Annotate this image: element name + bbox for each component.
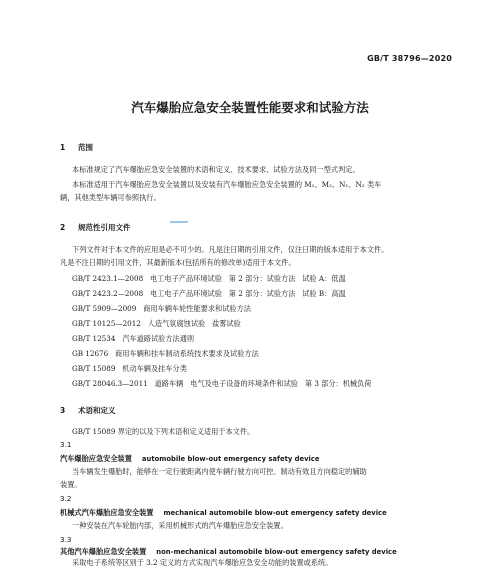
term-heading [60,508,450,518]
term-zh: 其他汽车爆胎应急安全装置 [60,547,147,556]
section-title: 范围 [78,143,93,152]
term-number: 3.3 [60,535,72,544]
terms-intro: GB/T 15089 界定的以及下列术语和定义适用于本文件。 [72,427,255,436]
standard-number: GB/T 38796—2020 [367,54,452,63]
reference-item: GB/T 28046.3—2011 道路车辆 电气及电子设备的环境条件和试验 第 3 部分：机械负荷 [72,379,372,388]
term-en: mechanical automobile blow-out emergency safety device [163,509,387,517]
section-number: 3 [60,406,66,415]
term-zh: 机械式汽车爆胎应急安全装置 [60,508,154,517]
reference-item: GB/T 12534 汽车道路试验方法通则 [72,334,195,343]
term-definition: 采取电子系统等区别于 3.2 定义的方式实现汽车爆胎应急安全功能的装置或系统。 [72,558,333,567]
section-title: 术语和定义 [78,406,116,415]
section-heading-scope [60,142,93,153]
reference-item: GB 12676 商用车辆和挂车制动系统技术要求及试验方法 [72,349,259,358]
scope-paragraph-2: 本标准适用于汽车爆胎应急安全装置以及安装有汽车爆胎应急安全装置的 M₁、M₂、N₁、N₂ 类车 [72,180,382,189]
term-definition: 当车辆发生爆胎时，能够在一定行驶距离内使车辆行驶方向可控、制动有效且方向稳定的辅助 [72,467,367,476]
term-definition-cont: 装置。 [60,480,82,489]
term-heading [60,454,450,464]
scope-paragraph-1: 本标准规定了汽车爆胎应急安全装置的术语和定义、技术要求、试验方法及同一型式判定。 [72,165,360,174]
section-number: 1 [60,143,66,152]
term-en: non-mechanical automobile blow-out emergency safety device [156,548,397,556]
reference-item: GB/T 2423.2—2008 电工电子产品环境试验 第 2 部分：试验方法 试验 B：高温 [72,289,346,298]
term-definition: 一种安装在汽车轮胎内部，采用机械形式的汽车爆胎应急安全装置。 [72,521,288,530]
section-number: 2 [60,223,66,232]
term-heading [60,547,450,557]
section-heading-normative [60,222,131,233]
normative-intro: 下列文件对于本文件的应用是必不可少的。凡是注日期的引用文件，仅注日期的版本适用于本文件。 [72,245,389,254]
reference-item: GB/T 15089 机动车辆及挂车分类 [72,364,187,373]
scan-mark [170,221,188,223]
term-number: 3.1 [60,440,72,449]
reference-item: GB/T 5909—2009 商用车辆车轮性能要求和试验方法 [72,304,251,313]
term-en: automobile blow-out emergency safety device [141,455,320,463]
normative-intro-cont: 凡是不注日期的引用文件，其最新版本(包括所有的修改单)适用于本文件。 [60,258,296,267]
reference-item: GB/T 2423.1—2008 电工电子产品环境试验 第 2 部分：试验方法 试验 A：低温 [72,274,346,283]
reference-item: GB/T 10125—2012 人造气氛腐蚀试验 盐雾试验 [72,319,241,328]
section-title: 规范性引用文件 [78,223,131,232]
scope-paragraph-2-cont: 辆，其他类型车辆可参照执行。 [60,193,161,202]
section-heading-terms [60,405,116,416]
document-title: 汽车爆胎应急安全装置性能要求和试验方法 [131,100,369,115]
term-zh: 汽车爆胎应急安全装置 [60,454,132,463]
term-number: 3.2 [60,494,72,503]
